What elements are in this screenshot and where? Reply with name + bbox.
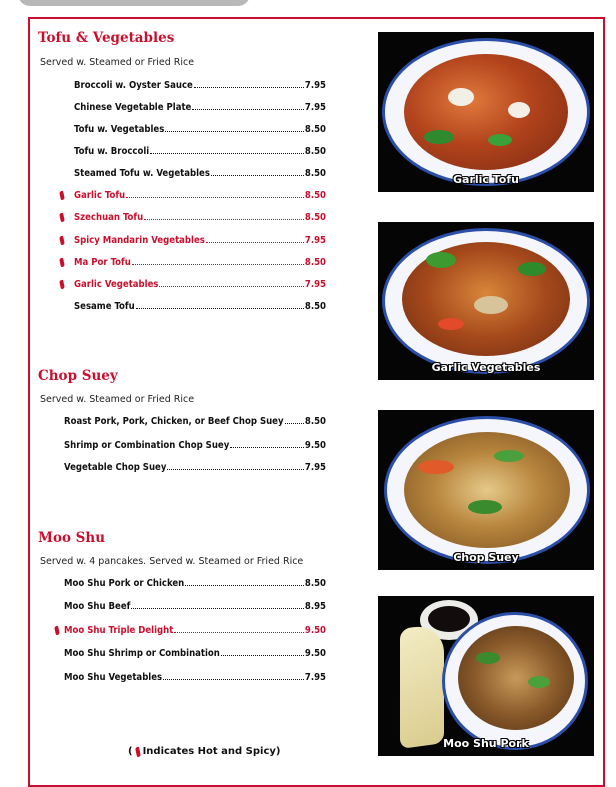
item-name: Chinese Vegetable Plate [74,102,192,113]
leader-dots [126,197,304,198]
leader-dots [165,131,304,132]
item-price: 9.50 [304,440,326,451]
item-price: 7.95 [304,102,326,113]
leader-dots [167,469,303,470]
menu-item-hot [74,212,326,223]
chop-suey-photo [378,410,594,570]
section-subtitle-chop-suey: Served w. Steamed or Fried Rice [40,394,195,405]
section-subtitle-moo-shu: Served w. 4 pancakes. Served w. Steamed or Fried Rice [40,556,304,567]
item-name: Garlic Tofu [74,190,126,201]
item-price: 7.95 [304,235,326,246]
menu-item [64,416,326,427]
section-subtitle-tofu: Served w. Steamed or Fried Rice [40,57,195,68]
photo-caption: Garlic Tofu [453,173,519,186]
item-price: 8.50 [304,190,326,201]
leader-dots [132,264,304,265]
leader-dots [285,423,304,424]
photo-caption: Garlic Vegetables [431,361,541,374]
item-price: 8.50 [304,257,326,268]
item-price: 7.95 [304,279,326,290]
leader-dots [174,632,304,633]
menu-item [64,672,326,683]
food [418,460,454,474]
leader-dots [206,242,304,243]
food [424,130,454,144]
leader-dots [221,655,304,656]
photo-caption: Moo Shu Pork [443,737,529,750]
item-price: 8.50 [304,578,326,589]
top-tab [18,0,250,6]
item-name: Ma Por Tofu [74,257,131,268]
item-name: Roast Pork, Pork, Chicken, or Beef Chop Suey [64,416,284,427]
item-price: 8.95 [304,601,326,612]
item-price: 9.50 [304,625,326,636]
menu-item-hot [74,235,326,246]
section-title-moo-shu: Moo Shu [38,530,106,546]
menu-item [64,578,326,589]
item-name: Moo Shu Beef [64,601,131,612]
item-price: 8.50 [304,124,326,135]
item-name: Moo Shu Shrimp or Combination [64,648,220,659]
leader-dots [211,175,304,176]
item-name: Garlic Vegetables [74,279,159,290]
item-name: Sesame Tofu [74,301,135,312]
menu-item-hot [74,279,326,290]
pepper-icon [135,746,141,757]
menu-item-hot [74,190,326,201]
item-price: 8.50 [304,168,326,179]
item-price: 9.50 [304,648,326,659]
leader-dots [144,219,304,220]
photo-caption: Chop Suey [453,551,519,564]
food [404,432,570,548]
leader-dots [163,679,304,680]
garlic-vegetables-photo [378,222,594,380]
food [426,252,456,268]
leader-dots [136,308,304,309]
food [438,318,464,330]
leader-dots [194,87,304,88]
menu-item [74,168,326,179]
item-name: Vegetable Chop Suey [64,462,167,473]
sauce [428,606,470,632]
item-name: Spicy Mandarin Vegetables [74,235,205,246]
menu-item-hot [74,257,326,268]
menu-item [74,102,326,113]
leader-dots [159,286,303,287]
food [494,450,524,462]
menu-item [74,301,326,312]
food [404,54,568,170]
footnote-text: Indicates Hot and Spicy) [142,746,281,757]
menu-item [74,146,326,157]
item-name: Szechuan Tofu [74,212,144,223]
food [458,626,574,730]
item-name: Moo Shu Triple Delight [64,625,174,636]
item-name: Tofu w. Broccoli [74,146,150,157]
item-name: Broccoli w. Oyster Sauce [74,80,193,91]
section-title-tofu: Tofu & Vegetables [38,30,175,46]
food [448,88,474,106]
leader-dots [131,608,304,609]
food [476,652,500,664]
menu-item [74,124,326,135]
food [508,102,530,118]
item-name: Shrimp or Combination Chop Suey [64,440,230,451]
item-price: 7.95 [304,462,326,473]
footnote-open-paren: ( [128,746,133,757]
pancakes [400,623,444,749]
item-name: Moo Shu Pork or Chicken [64,578,185,589]
garlic-tofu-photo [378,32,594,192]
menu-item [64,601,326,612]
food [468,500,502,514]
menu-item [64,648,326,659]
item-price: 8.50 [304,146,326,157]
leader-dots [230,447,304,448]
item-price: 7.95 [304,80,326,91]
food [488,134,512,146]
hot-spicy-footnote [128,746,281,757]
leader-dots [192,109,304,110]
food [528,676,550,688]
item-name: Moo Shu Vegetables [64,672,163,683]
food [474,296,508,314]
section-title-chop-suey: Chop Suey [38,368,118,384]
moo-shu-pork-photo [378,596,594,756]
item-price: 8.50 [304,416,326,427]
leader-dots [150,153,304,154]
menu-item [74,80,326,91]
item-price: 8.50 [304,212,326,223]
menu-item [64,440,326,451]
leader-dots [185,585,304,586]
menu-item-hot [64,625,326,636]
food [518,262,546,276]
item-price: 7.95 [304,672,326,683]
menu-item [64,462,326,473]
item-name: Steamed Tofu w. Vegetables [74,168,210,179]
item-name: Tofu w. Vegetables [74,124,165,135]
item-price: 8.50 [304,301,326,312]
